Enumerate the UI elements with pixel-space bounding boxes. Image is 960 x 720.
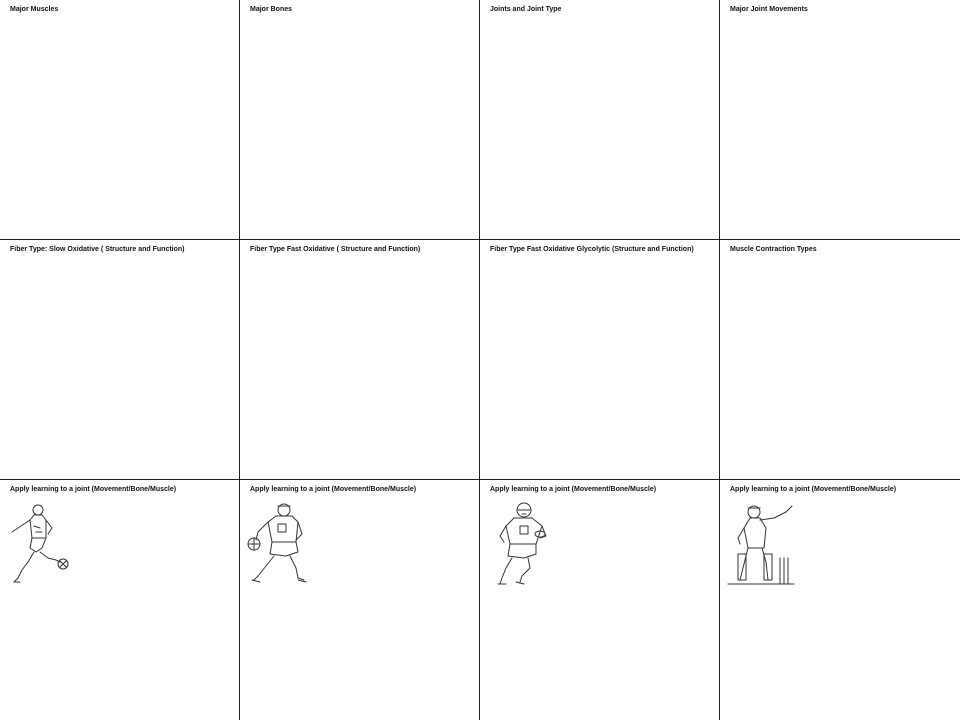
cell-title: Major Joint Movements	[730, 6, 808, 13]
cell-title: Fiber Type: Slow Oxidative ( Structure and Function)	[10, 246, 185, 253]
slow-oxidative-box[interactable]	[0, 240, 240, 480]
apply-learning-box-football[interactable]	[480, 480, 720, 720]
joint-movements-box[interactable]	[720, 0, 960, 240]
cell-title: Apply learning to a joint (Movement/Bone/Muscle)	[250, 486, 417, 493]
cricket-player-sketch	[724, 498, 796, 586]
apply-learning-box-soccer[interactable]	[0, 480, 240, 720]
apply-learning-box-basketball[interactable]	[240, 480, 480, 720]
fast-oxidative-box[interactable]	[240, 240, 480, 480]
major-muscles-box[interactable]	[0, 0, 240, 240]
cell-title: Apply learning to a joint (Movement/Bone/Muscle)	[730, 486, 897, 493]
cell-title: Major Bones	[250, 6, 293, 13]
soccer-player-sketch	[4, 498, 76, 586]
cell-title: Joints and Joint Type	[490, 6, 562, 13]
joints-box[interactable]	[480, 0, 720, 240]
basketball-player-sketch	[244, 498, 316, 586]
apply-learning-box-cricket[interactable]	[720, 480, 960, 720]
football-player-sketch	[484, 498, 556, 586]
cell-title: Fiber Type Fast Oxidative Glycolytic (Structure and Function)	[490, 246, 694, 253]
cell-title: Apply learning to a joint (Movement/Bone/Muscle)	[10, 486, 177, 493]
contraction-types-box[interactable]	[720, 240, 960, 480]
major-bones-box[interactable]	[240, 0, 480, 240]
cell-title: Muscle Contraction Types	[730, 246, 817, 253]
cell-title: Fiber Type Fast Oxidative ( Structure and Function)	[250, 246, 421, 253]
fast-oxidative-glycolytic-box[interactable]	[480, 240, 720, 480]
cell-title: Major Muscles	[10, 6, 59, 13]
cell-title: Apply learning to a joint (Movement/Bone/Muscle)	[490, 486, 657, 493]
